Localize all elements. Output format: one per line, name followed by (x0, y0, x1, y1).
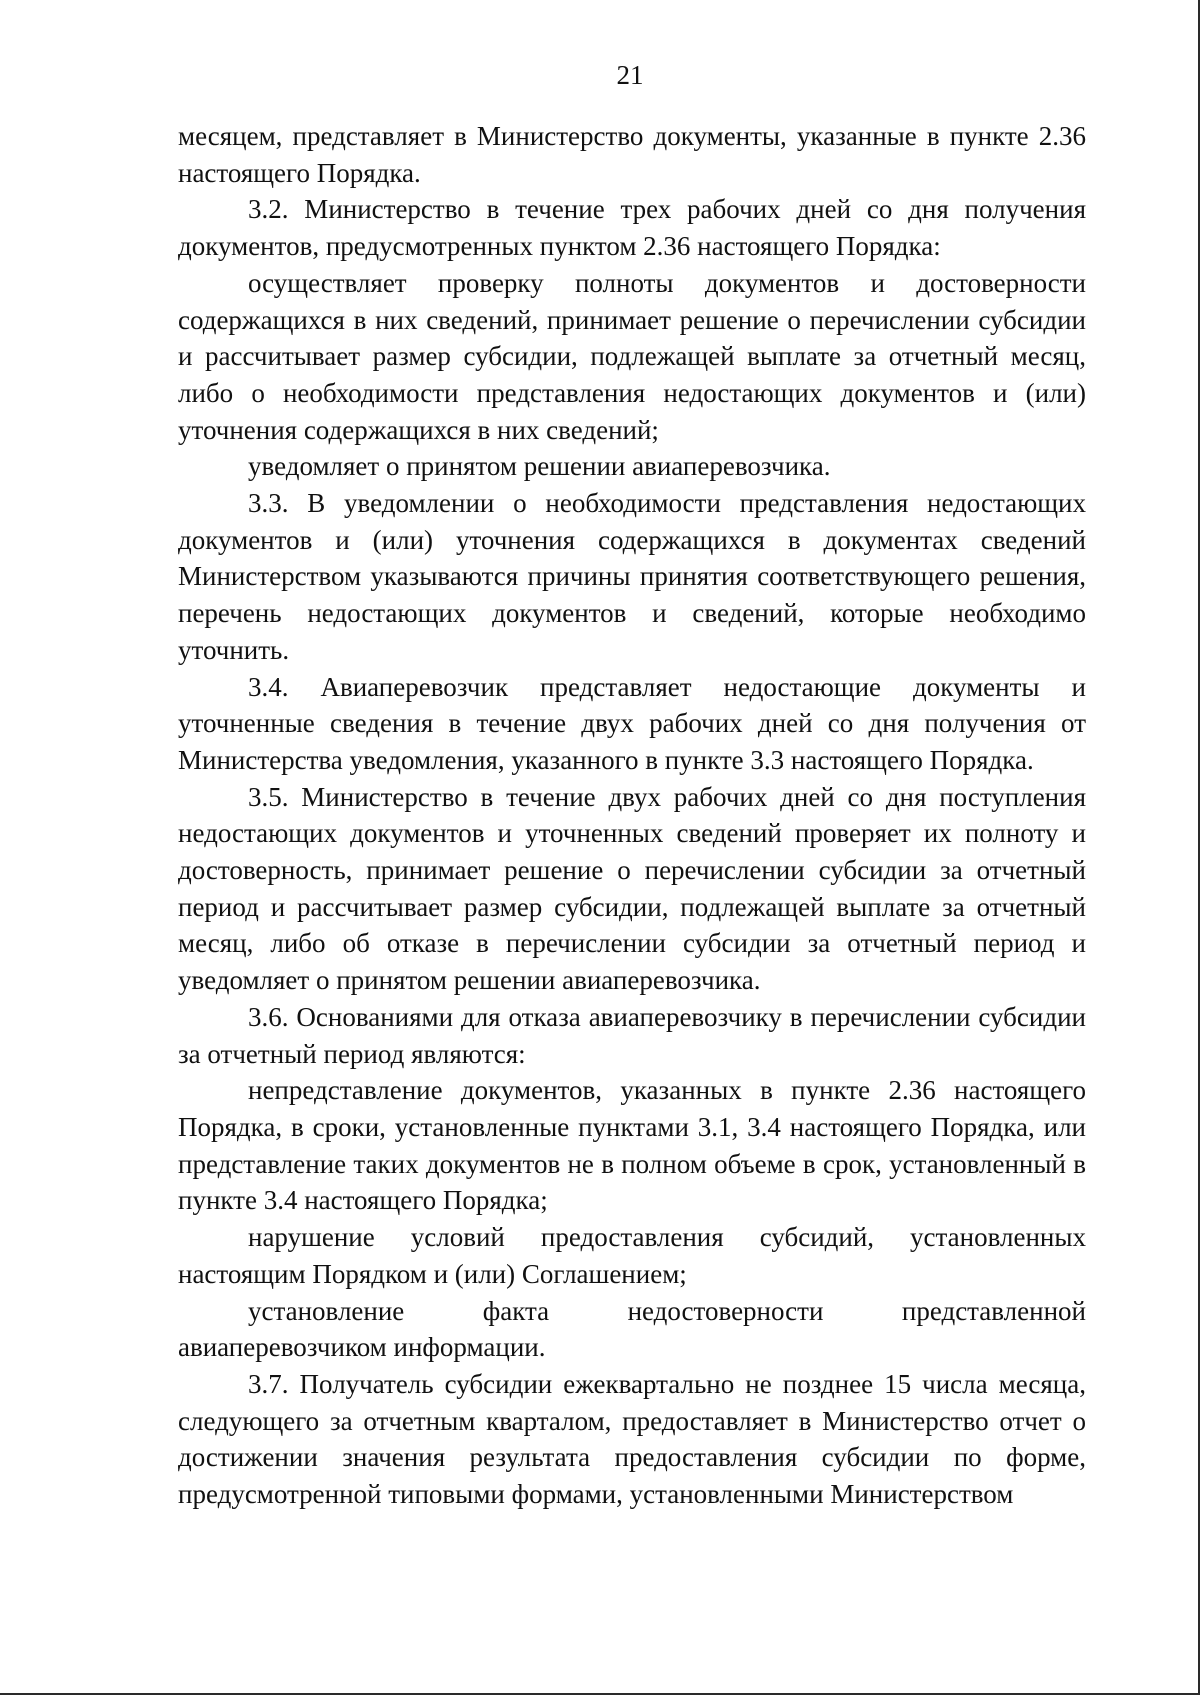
paragraph-3-3: 3.3. В уведомлении о необходимости представления недостающих документов и (или) уточнения содержащихся в документах сведений Министерством указываются причины принятия соответствующего решения, перечень недостающих документов и сведений, которые необходимо уточнить. (178, 488, 1086, 665)
paragraph-3-2: 3.2. Министерство в течение трех рабочих дней со дня получения документов, предусмотренных пунктом 2.36 настоящего Порядка: (178, 194, 1086, 262)
paragraph-notification: уведомляет о принятом решении авиаперевозчика. (248, 451, 831, 482)
paragraph-refusal-reason-1: непредставление документов, указанных в пункте 2.36 настоящего Порядка, в сроки, установленные пунктами 3.1, 3.4 настоящего Порядка, или представление таких документов не в полном объеме в срок, установленный в пункте 3.4 настоящего Порядка; (178, 1075, 1086, 1216)
paragraph-3-4: 3.4. Авиаперевозчик представляет недостающие документы и уточненные сведения в течение двух рабочих дней со дня получения от Министерства уведомления, указанного в пункте 3.3 настоящего Порядка. (178, 671, 1086, 775)
paragraph-refusal-reason-3: установление факта недостоверности представленной авиаперевозчиком информации. (178, 1295, 1086, 1363)
paragraph-3-7: 3.7. Получатель субсидии ежеквартально не позднее 15 числа месяца, следующего за отчетным кварталом, предоставляет в Министерство отчет о достижении значения результата предоставления субсидии по форме, предусмотренной типовыми формами, установленными Министерством (178, 1368, 1086, 1510)
paragraph-3-6: 3.6. Основаниями для отказа авиаперевозчику в перечислении субсидии за отчетный период являются: (178, 1001, 1086, 1069)
paragraph-continuation: месяцем, представляет в Министерство документы, указанные в пункте 2.36 настоящего Порядка. (178, 121, 1086, 188)
paragraph-3-5: 3.5. Министерство в течение двух рабочих дней со дня поступления недостающих документов и уточненных сведений проверяет их полноту и достоверность, принимает решение о перечислении субсидии за отчетный период и рассчитывает размер субсидии, подлежащей выплате за отчетный месяц, либо об отказе в перечислении субсидии за отчетный период и уведомляет о принятом решении авиаперевозчика. (178, 781, 1086, 996)
page-number: 21 (616, 60, 644, 90)
document-body (178, 118, 1086, 1513)
paragraph-verification: осуществляет проверку полноты документов и достоверности содержащихся в них сведений, принимает решение о перечислении субсидии и рассчитывает размер субсидии, подлежащей выплате за отчетный месяц, либо о необходимости представления недостающих документов и (или) уточнения содержащихся в них сведений; (178, 267, 1086, 445)
paragraph-refusal-reason-2: нарушение условий предоставления субсидий, установленных настоящим Порядком и (или) Соглашением; (178, 1222, 1086, 1289)
